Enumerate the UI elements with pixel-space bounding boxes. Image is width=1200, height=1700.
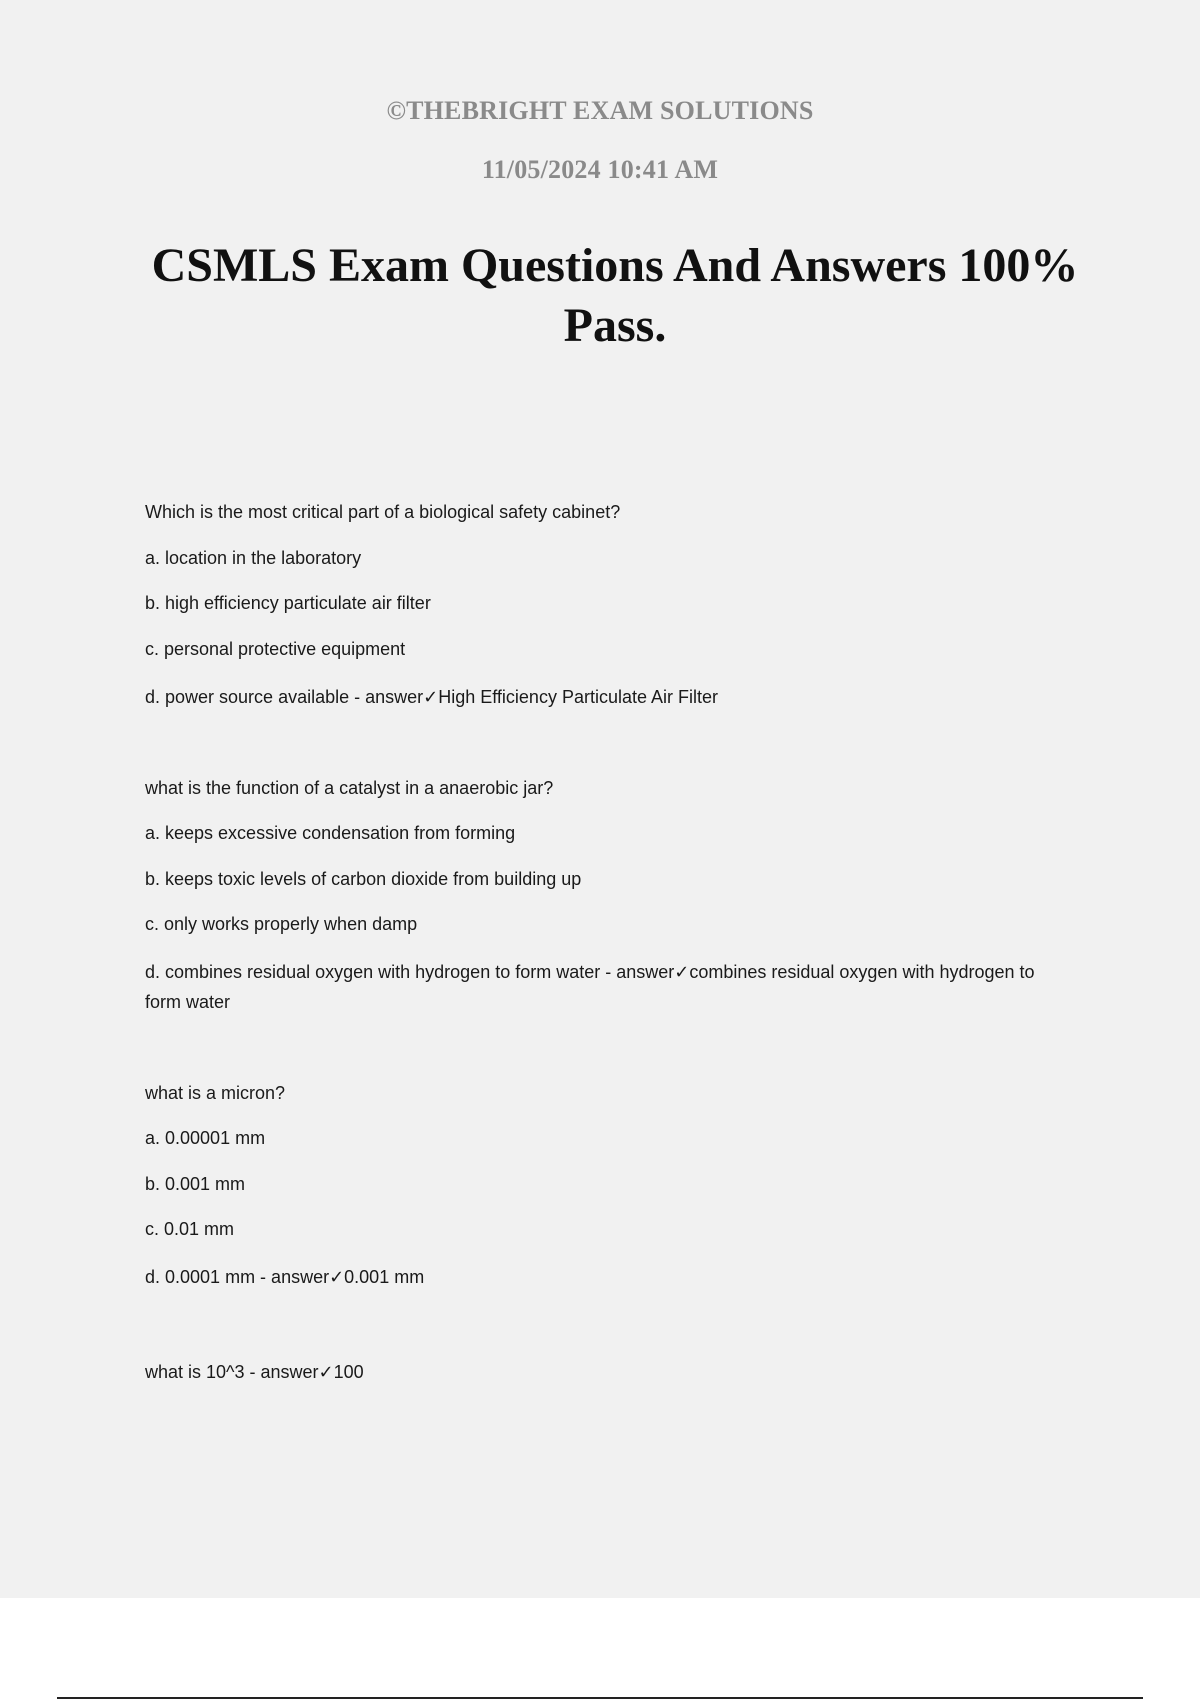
question-4-text: what is 10^3 - answer✓100 (145, 1362, 364, 1382)
question-1-text: Which is the most critical part of a biological safety cabinet? (145, 502, 621, 522)
document-title: CSMLS Exam Questions And Answers 100% Pass. (151, 239, 1079, 352)
question-3-text: what is a micron? (145, 1083, 286, 1103)
question-2-text: what is the function of a catalyst in a anaerobic jar? (145, 778, 554, 798)
footer-divider (57, 1697, 1143, 1699)
question-1-option-b: b. high efficiency particulate air filter (145, 593, 431, 613)
question-2-option-c: c. only works properly when damp (145, 914, 418, 934)
question-3-option-b: b. 0.001 mm (145, 1174, 246, 1194)
question-3-option-c: c. 0.01 mm (145, 1219, 235, 1239)
question-2-option-d: d. combines residual oxygen with hydrogen to form water - answer✓combines residual oxygen with hydrogen to form water (145, 962, 1035, 1012)
question-1-option-d: d. power source available - answer✓High Efficiency Particulate Air Filter (145, 687, 718, 707)
watermark-text: ©THEBRIGHT EXAM SOLUTIONS (386, 96, 814, 125)
question-1-option-c: c. personal protective equipment (145, 639, 406, 659)
question-3-option-a: a. 0.00001 mm (145, 1128, 266, 1148)
question-1-option-a: a. location in the laboratory (145, 548, 362, 568)
question-2-option-a: a. keeps excessive condensation from forming (145, 823, 516, 843)
question-2-option-b: b. keeps toxic levels of carbon dioxide from building up (145, 869, 582, 889)
question-3-option-d: d. 0.0001 mm - answer✓0.001 mm (145, 1267, 425, 1287)
timestamp: 11/05/2024 10:41 AM (481, 155, 719, 184)
